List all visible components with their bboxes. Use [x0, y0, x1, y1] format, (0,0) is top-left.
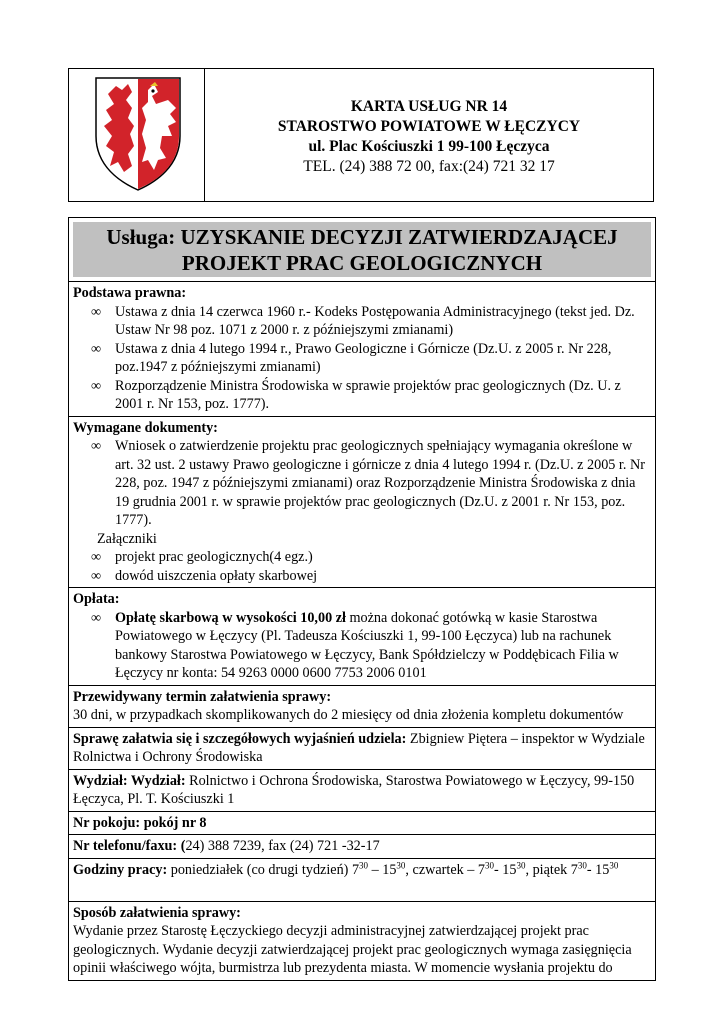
- hours-section: Godziny pracy: poniedziałek (co drugi tydzień) $7^{30} - 15^{30}$, czwartek – $7^{30}-$ $15^{30}$, piątek $7^{30}-$ $15^{30}$: [69, 859, 655, 902]
- legal-basis-section: [69, 282, 655, 417]
- procedure-section: [69, 902, 655, 980]
- header-box: [68, 68, 654, 202]
- office-name: STAROSTWO POWIATOWE W ŁĘCZYCY: [277, 118, 581, 135]
- list-item: ∞ Rozporządzenie Ministra Środowiska w sprawie projektów prac geologicznych (Dz. U. z 2001 r. Nr 153, poz. 1777).: [91, 377, 621, 412]
- contact-label: Sprawę załatwia się i szczegółowych wyjaśnień udziela:: [73, 730, 407, 747]
- fee-amount: Opłatę skarbową w wysokości 10,00 zł: [115, 609, 346, 626]
- deadline-label: Przewidywany termin załatwienia sprawy:: [73, 688, 332, 705]
- procedure-text: Wydanie przez Starostę Łęczyckiego decyzji administracyjnej zatwierdzającej projekt prac geologicznych. Wydanie decyzji zatwierdzającej projekt prac geologicznych wymaga zasięgnięcia opinii właściwego wójta, burmistrza lub prezydenta miasta. W momencie wysłania projektu do: [73, 923, 632, 976]
- fee-label: Opłata:: [73, 591, 120, 607]
- contact-text: Zbigniew Piętera – inspektor w Wydziale Rolnictwa i Ochrony Środowiska: [73, 730, 645, 765]
- coat-of-arms-icon: [92, 74, 184, 194]
- infinity-bullet-icon: ∞: [91, 549, 102, 565]
- infinity-bullet-icon: ∞: [91, 377, 102, 394]
- crest-cell: [69, 69, 205, 201]
- infinity-bullet-icon: ∞: [91, 303, 102, 320]
- phone-text: 24) 388 7239, fax (24) 721 -32-17: [185, 838, 380, 854]
- list-item: ∞ Ustawa z dnia 14 czerwca 1960 r.- Kodeks Postępowania Administracyjnego (tekst jed. Dz. Ustaw Nr 98 poz. 1071 z 2000 r. z późniejszymi zmianami): [91, 303, 635, 338]
- infinity-bullet-icon: ∞: [91, 609, 102, 626]
- department-section: [69, 770, 655, 812]
- phone-label: Nr telefonu/faxu: (: [73, 838, 186, 854]
- deadline-text: 30 dni, w przypadkach skomplikowanych do 2 miesięcy od dnia złożenia kompletu dokumentów: [73, 707, 624, 723]
- legal-basis-list: [73, 303, 651, 414]
- service-title-cell: [69, 218, 655, 282]
- office-address: ul. Plac Kościuszki 1 99-100 Łęczyca: [308, 138, 550, 155]
- attachments-label: Załączniki: [97, 530, 157, 547]
- documents-section: [69, 417, 655, 589]
- fee-section: [69, 588, 655, 686]
- service-card: [68, 217, 656, 981]
- hours-label: Godziny pracy:: [73, 861, 168, 878]
- list-item: [73, 609, 651, 683]
- header-text: [205, 97, 653, 177]
- infinity-bullet-icon: ∞: [91, 567, 102, 584]
- office-phone: TEL. (24) 388 72 00, fax:(24) 721 32 17: [303, 158, 555, 175]
- room-section: [69, 812, 655, 836]
- procedure-label: Sposób załatwienia sprawy:: [73, 904, 241, 921]
- documents-label: Wymagane dokumenty:: [73, 419, 218, 436]
- department-label: Wydział: Wydział:: [73, 772, 186, 789]
- attachments-list: [73, 548, 651, 585]
- list-item: ∞ Ustawa z dnia 4 lutego 1994 r., Prawo Geologiczne i Górnicze (Dz.U. z 2005 r. Nr 228, poz.1947 z późniejszymi zmianami): [91, 340, 612, 375]
- fee-list: [73, 609, 651, 683]
- list-item: ∞ Wniosek o zatwierdzenie projektu prac geologicznych spełniający wymagania określone w art. 32 ust. 2 ustawy Prawo geologiczne i górnicze z dnia 4 lutego 1994 r. (Dz.U. z 2005 r. Nr 228, poz. 1947 z późniejszymi zmianami) oraz Rozporządzenie Ministra Środowiska z dnia 19 grudnia 2001 r. w sprawie projektów prac geologicznych (Dz.U. z 2001 r. Nr 153, poz. 1777).: [91, 438, 645, 528]
- documents-list: [73, 437, 651, 530]
- deadline-section: [69, 686, 655, 728]
- list-item: ∞ dowód uiszczenia opłaty skarbowej: [91, 567, 318, 584]
- card-title: KARTA USŁUG NR 14: [350, 98, 508, 115]
- room-label: Nr pokoju: pokój nr 8: [73, 814, 207, 831]
- service-title: [73, 222, 651, 277]
- fee-details: można dokonać gotówką w kasie Starostwa Powiatowego w Łęczycy (Pl. Tadeusza Kościuszki 1, 99-100 Łęczyca) lub na rachunek bankowy Starostwa Powiatowego w Łęczycy, Bank Spółdzielczy w Poddębicach Filia w Łęczycy nr konta: 54 9263 0000 0600 7753 2006 0101: [115, 609, 619, 681]
- contact-section: [69, 728, 655, 770]
- service-title-line2: PROJEKT PRAC GEOLOGICZNYCH: [181, 251, 543, 275]
- service-title-line1: Usługa: UZYSKANIE DECYZJI ZATWIERDZAJĄCEJ: [106, 225, 618, 249]
- phone-section: [69, 835, 655, 859]
- list-item: ∞ projekt prac geologicznych(4 egz.): [91, 549, 313, 565]
- legal-basis-label: Podstawa prawna:: [73, 285, 187, 301]
- department-text: Rolnictwo i Ochrona Środowiska, Starostwa Powiatowego w Łęczycy, 99-150 Łęczyca, Pl. T. Kościuszki 1: [73, 772, 635, 807]
- infinity-bullet-icon: ∞: [91, 340, 102, 357]
- infinity-bullet-icon: ∞: [91, 438, 102, 454]
